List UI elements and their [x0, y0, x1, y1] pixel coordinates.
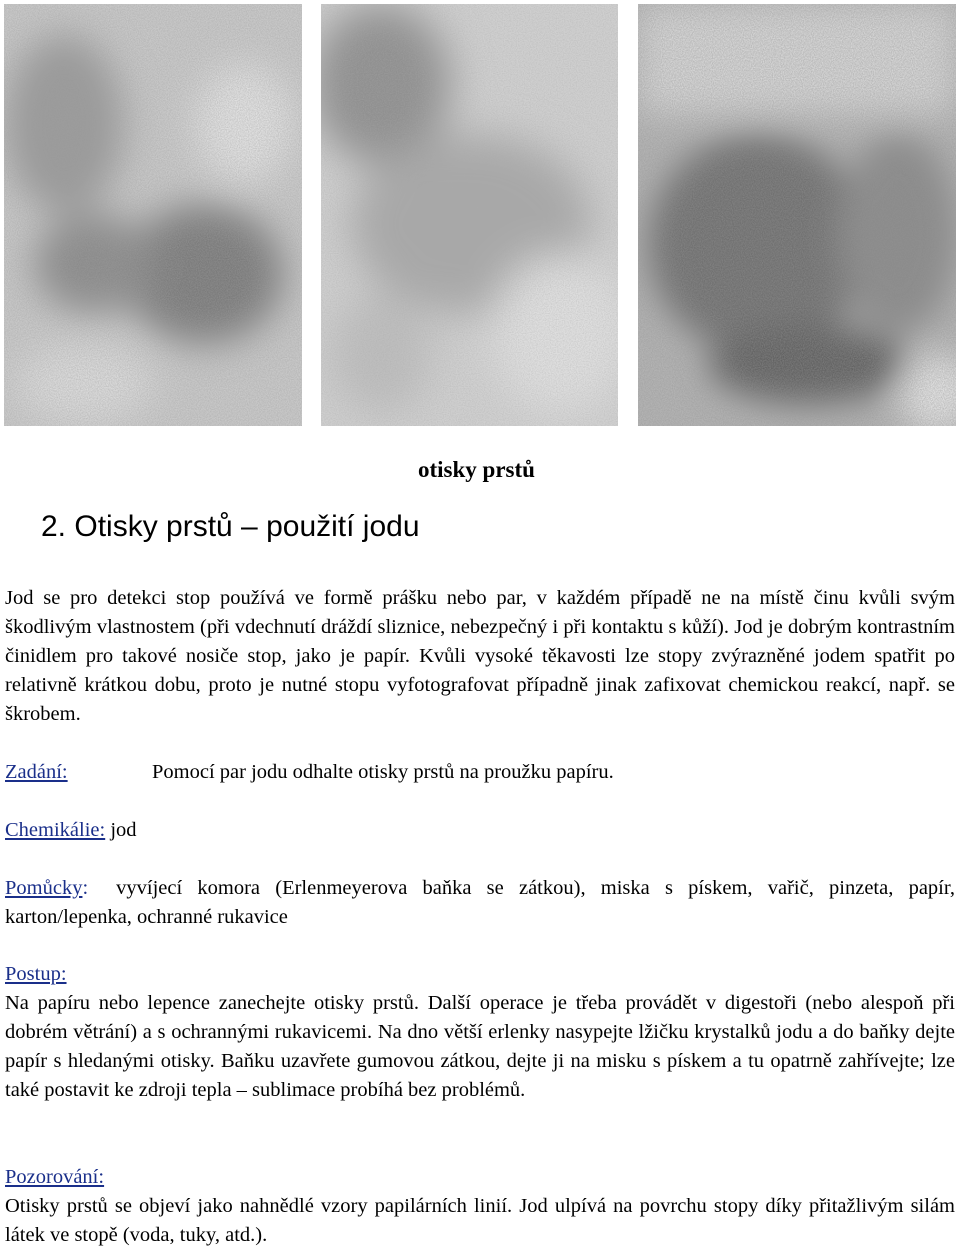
- chemikalie-row: [5, 816, 137, 845]
- image-caption: otisky prstů: [418, 457, 535, 482]
- pomucky-text: vyvíjecí komora (Erlenmeyerova baňka se zátkou), miska s pískem, vařič, pinzeta, papír, karton/lepenka, ochranné rukavice: [5, 877, 955, 928]
- pomucky-label: Pomůcky: [5, 877, 83, 899]
- zadani-text: Pomocí par jodu odhalte otisky prstů na proužku papíru.: [152, 761, 614, 783]
- postup-label-row: [5, 960, 67, 989]
- section-heading: 2. Otisky prstů – použití jodu: [41, 510, 420, 543]
- fingerprint-photo-3: [638, 4, 956, 426]
- zadani-label: Zadání:: [5, 761, 68, 783]
- chemikalie-label: Chemikálie:: [5, 819, 106, 841]
- pozorovani-label-row: [5, 1163, 104, 1192]
- pozorovani-label: Pozorování:: [5, 1166, 105, 1188]
- pomucky-paragraph: [5, 874, 955, 932]
- pozorovani-paragraph: Otisky prstů se objeví jako nahnědlé vzory papilárních linií. Jod ulpívá na povrchu stopy díky přitažlivým silám látek ve stopě (voda, tuky, atd.).: [5, 1195, 955, 1246]
- pomucky-colon: :: [82, 877, 89, 899]
- postup-label: Postup:: [5, 963, 67, 985]
- postup-paragraph: Na papíru nebo lepence zanechejte otisky prstů. Další operace je třeba provádět v digestoři (nebo alespoň při dobrém větrání) a s ochrannými rukavicemi. Na dno větší erlenky nasypejte lžičku krystalků jodu a do baňky dejte papír s hledanými otisky. Baňku uzavřete gumovou zátkou, dejte ji na misku s pískem a tu opatrně zahřívejte; lze také postavit ke zdroji tepla – sublimace probíhá bez problémů.: [5, 992, 955, 1101]
- fingerprint-photo-1: [4, 4, 302, 426]
- fingerprint-photo-2: [321, 4, 618, 426]
- chemikalie-text: jod: [110, 819, 137, 841]
- intro-paragraph: Jod se pro detekci stop používá ve formě prášku nebo par, v každém případě ne na místě činu kvůli svým škodlivým vlastnostem (při vdechnutí dráždí sliznice, nebezpečný i při kontaktu s kůží). Jod je dobrým kontrastním činidlem pro takové nosiče stop, jako je papír. Kvůli vysoké těkavosti lze stopy zvýrazněné jodem spatřit po relativně krátkou dobu, proto je nutné stopu vyfotografovat případně jinak zafixovat chemickou reakcí, např. se škrobem.: [5, 587, 955, 725]
- zadani-row: [5, 758, 614, 787]
